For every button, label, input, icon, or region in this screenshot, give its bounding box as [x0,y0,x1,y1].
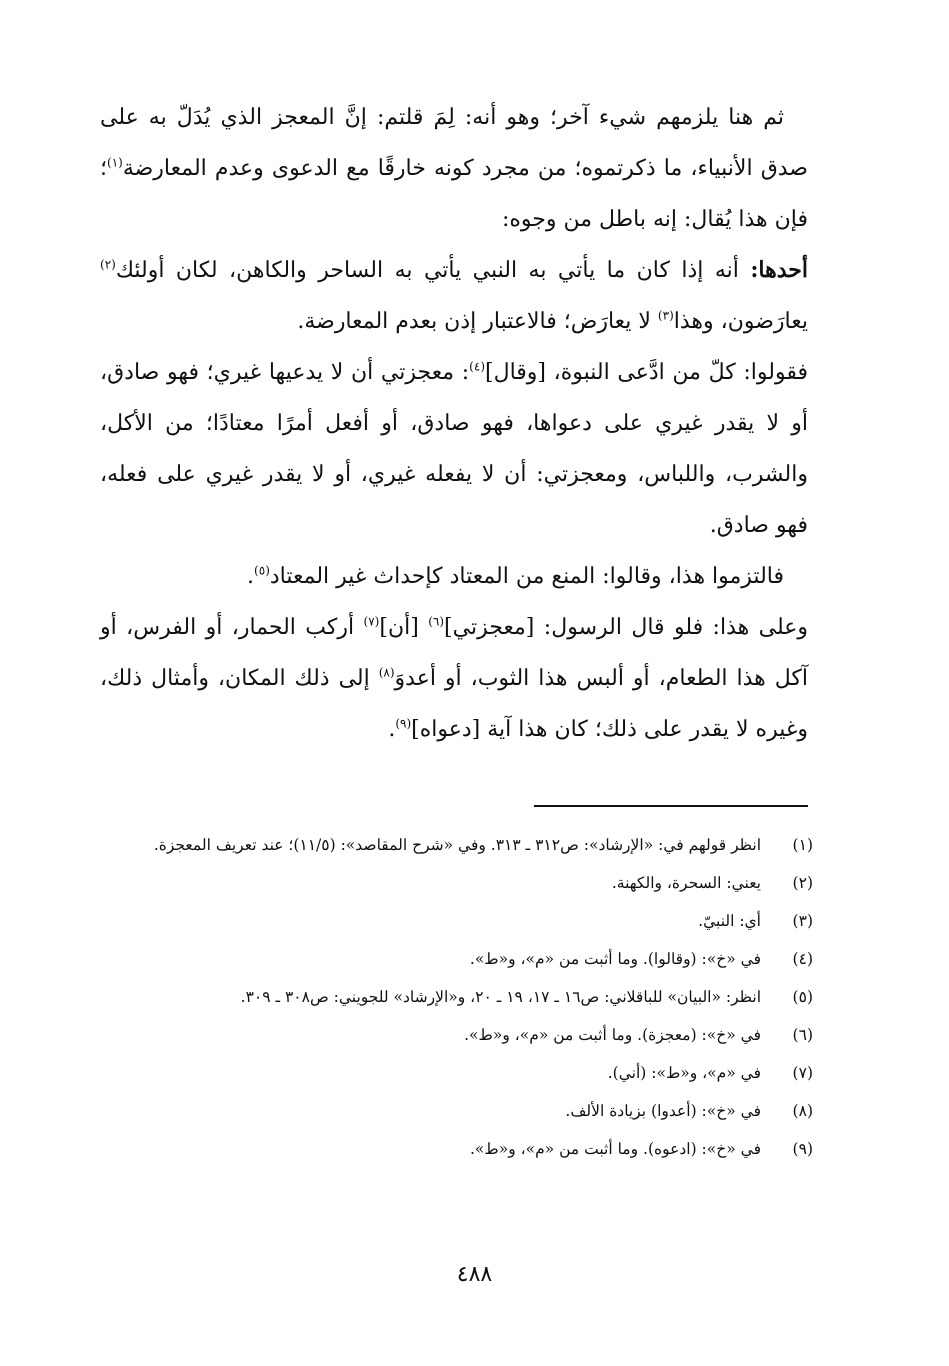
paragraph-5-part-b: [أن] [379,615,429,640]
paragraph-2 [100,245,808,347]
paragraph-2-lead: أحدها: [750,257,808,283]
footnote-ref-2[interactable]: (٢) [100,257,116,272]
footnote-ref-4[interactable]: (٤) [469,359,485,374]
paragraph-2-part-a: أنه إذا كان ما يأتي به النبي يأتي به الساحر والكاهن، لكان أولئك [115,258,751,283]
footnote-text: انظر قولهم في: «الإرشاد»: ص٣١٢ ـ ٣١٣. وفي «شرح المقاصد»: (١١/٥)؛ عند تعريف المعجزة. [153,836,761,854]
footnote-ref-8[interactable]: (٨) [378,665,395,680]
page-number: ٤٨٨ [456,1262,493,1287]
footnote-ref-6[interactable]: (٦) [428,614,445,629]
paragraph-3 [100,347,808,551]
paragraph-4-part-a: فالتزموا هذا، وقالوا: المنع من المعتاد كإحداث غير المعتاد [269,564,784,589]
footnote [95,908,813,934]
paragraph-1-text: ثم هنا يلزمهم شيء آخر؛ وهو أنه: لِمَ قلتم: إنَّ المعجز الذي يُدَلّ به على صدق الأنبياء، ما ذكرتموه؛ من مجرد كونه خارقًا مع الدعوى وعدم المعارضة [100,105,808,181]
footnote-number: (٢) [792,874,813,892]
footnote-number: (٨) [792,1102,813,1120]
footnote-number: (٧) [792,1064,813,1082]
paragraph-1-end: ؛ فإن هذا يُقال: إنه باطل من وجوه: [100,156,808,232]
footnote-ref-9[interactable]: (٩) [395,716,412,731]
footnote-text: في «خ»: (أعدوا) بزيادة الألف. [565,1102,761,1120]
footnote-ref-7[interactable]: (٧) [363,614,380,629]
footnote-number: (٩) [792,1140,813,1158]
paragraph-4-part-b: . [247,564,255,589]
footnote [95,1098,813,1124]
footnote [95,946,813,972]
footnote [95,832,813,858]
footnote-ref-1[interactable]: (١) [107,155,123,170]
paragraph-5-part-c: أركب الحمار، أو الفرس، أو آكل هذا الطعام، أو ألبس هذا الثوب، أو أعدوَ [100,615,809,691]
footnote-text: في «خ»: (ادعوه). وما أثبت من «م»، و«ط». [469,1140,761,1158]
paragraph-1 [100,92,808,245]
footnote-ref-3[interactable]: (٣) [657,308,674,323]
paragraph-2-part-b: يعارَضون، وهذا [673,309,808,334]
footnote [95,984,813,1010]
paragraph-3-part-b: : معجزتي أن لا يدعيها غيري؛ فهو صادق، أو لا يقدر غيري على دعواها، فهو صادق، أو أفعل أمرًا معتادًا؛ من الأكل، والشرب، واللباس، ومعجزتي: أن لا يفعله غيري، أو لا يقدر غيري على فعله، فهو صادق. [100,360,808,538]
footnote-number: (٥) [792,988,813,1006]
footnote-text: في «م»، و«ط»: (أني). [607,1064,761,1082]
footnote [95,1136,813,1162]
footnote [95,1022,813,1048]
paragraph-5-part-d: إلى ذلك المكان، وأمثال ذلك، وغيره لا يقدر على ذلك؛ كان هذا آية [دعواه] [100,666,808,742]
footnote-text: أي: النبيّ. [698,912,761,930]
paragraph-5 [100,602,808,755]
footnote [95,870,813,896]
footnote-text: في «خ»: (معجزة). وما أثبت من «م»، و«ط». [464,1026,761,1044]
footnote-number: (٦) [792,1026,813,1044]
main-text [100,92,808,755]
footnote-ref-5[interactable]: (٥) [254,563,270,578]
footnote-text: في «خ»: (وقالوا). وما أثبت من «م»، و«ط». [469,950,761,968]
paragraph-2-part-c: لا يعارَض؛ فالاعتبار إذن بعدم المعارضة. [297,309,658,334]
paragraph-3-part-a: فقولوا: كلّ من ادَّعى النبوة، [وقال] [485,360,809,385]
footnote [95,1060,813,1086]
footnote-number: (٣) [792,912,813,930]
paragraph-5-part-e: . [388,717,396,742]
footnote-number: (١) [792,836,813,854]
footnote-text: يعني: السحرة، والكهنة. [611,874,761,892]
footnote-divider [534,805,808,807]
paragraph-5-part-a: وعلى هذا: فلو قال الرسول: [معجزتي] [444,615,808,640]
footnote-text: انظر: «البيان» للباقلاني: ص١٦ ـ ١٧، ١٩ ـ ٢٠، و«الإرشاد» للجويني: ص٣٠٨ ـ ٣٠٩. [240,988,761,1006]
footnote-number: (٤) [792,950,813,968]
footnotes [95,832,813,1174]
paragraph-4 [100,551,808,602]
